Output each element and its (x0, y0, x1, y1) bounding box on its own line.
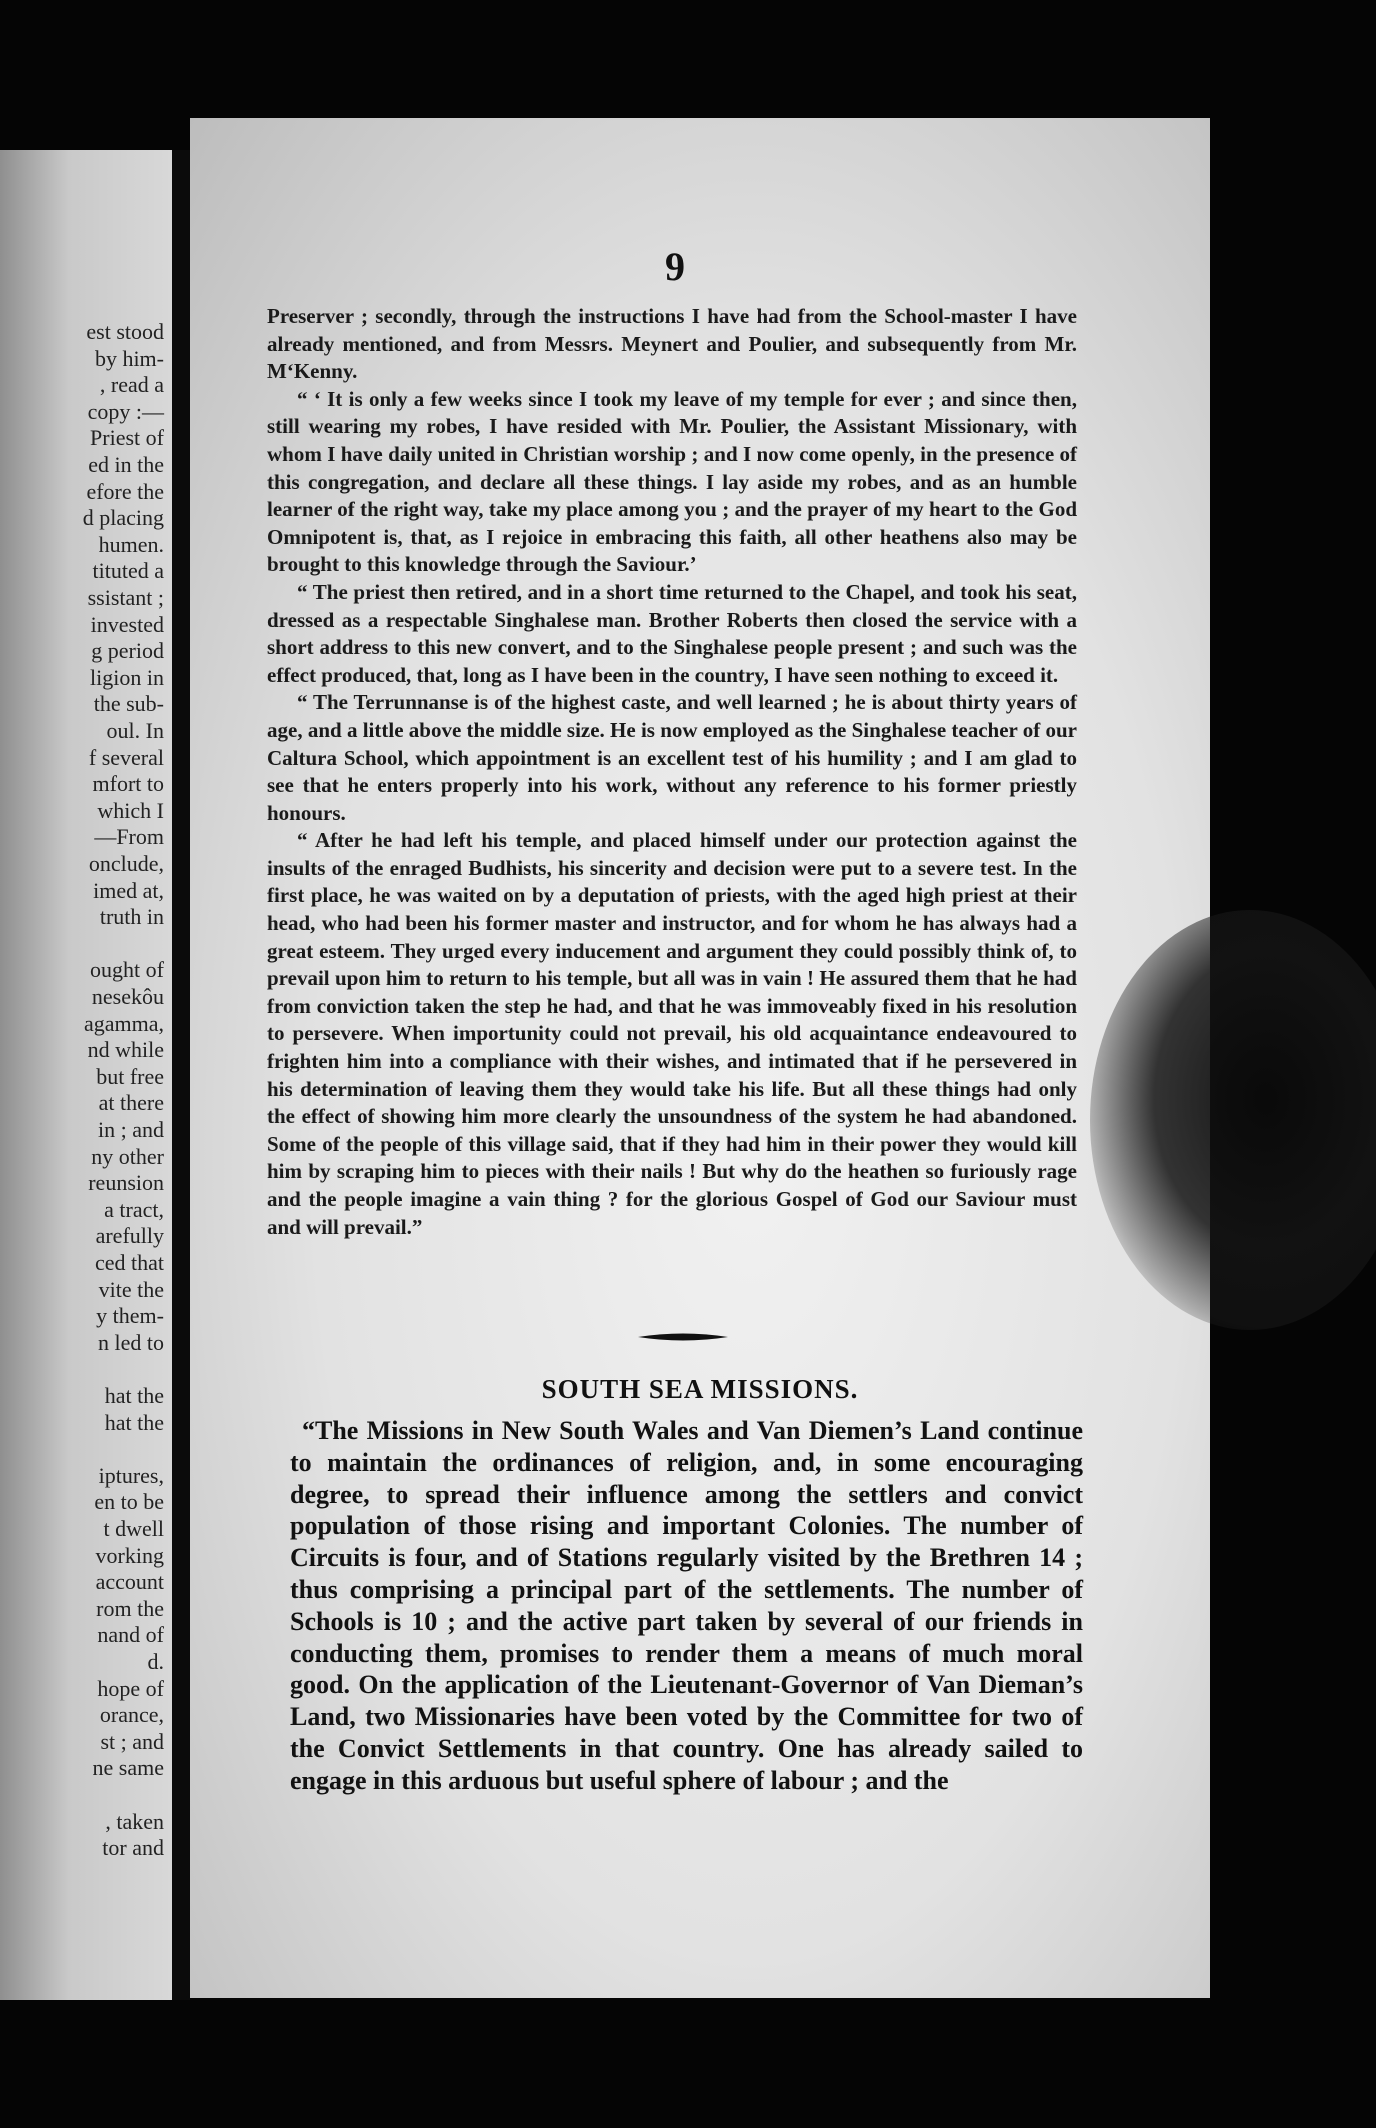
facing-page-line: orance, (99, 1702, 164, 1728)
facing-page-line: agamma, (83, 1010, 164, 1036)
book-gutter (172, 150, 190, 2000)
facing-page-line: onclude, (88, 851, 164, 876)
facing-page-line: ligion in (90, 664, 164, 690)
paragraph: “ After he had left his temple, and placed himself under our protection against the insults of the enraged Budhists, his sincerity and decision were put to a severe test. In the first place, he was waited on by a deputation of priests, with the aged high priest at their head, who had been his former master and instructor, and for whom he has always had a great esteem. They urged every inducement and argument they could possibly think of, to prevail upon him to return to his temple, but all was in vain ! He assured them that he had from conviction taken the step he had, and that he was immoveably fixed in his resolution to persevere. When importunity could not prevail, his old acquaintance endeavoured to frighten him into a compliance with their wishes, and intimated that if he persevered in his determination of leaving them they would take his life. But all these things had only the effect of showing him more clearly the unsoundness of the system he had abandoned. Some of the people of this village said, that if they had him in their power they would kill him by scraping him to pieces with their nails ! But why do the heathen so furiously rage and the people imagine a vain thing ? for the glorious Gospel of God our Saviour must and will prevail.” (267, 828, 1077, 1239)
facing-page-line: arefully (95, 1223, 164, 1249)
facing-page-line: ought of (90, 957, 164, 983)
facing-page-line: n led to (98, 1329, 164, 1355)
facing-page-line: the sub- (93, 691, 164, 717)
facing-page-line: humen. (98, 531, 164, 557)
section-heading: SOUTH SEA MISSIONS. (541, 1374, 859, 1404)
facing-page-line: st ; and (100, 1728, 164, 1754)
paragraph: “The Missions in New South Wales and Van Diemen’s Land continue to maintain the ordinances of religion, and, in some encouraging degree, to spread their influence among the settlers and convict population of those rising and important Colonies. The number of Circuits is four, and of Stations regularly visited by the Brethren 14 ; thus comprising a principal part of the settlements. The number of Schools is 10 ; and the active part taken by several of our friends in conducting them, promises to render them a means of much moral good. On the application of the Lieutenant-Governor of Van Dieman’s Land, two Missionaries have been voted by the Committee for two of the Convict Settlements in that country. One has already sailed to engage in this arduous but useful sphere of labour ; and the (290, 1416, 1083, 1795)
facing-page-line: in ; and (98, 1117, 164, 1142)
facing-page-line: ssistant ; (87, 585, 164, 610)
paragraph: “ ‘ It is only a few weeks since I took my leave of my temple for ever ; and since then, still wearing my robes, I have resided with Mr. Poulier, the Assistant Missionary, with whom I have daily united in Christian worship ; and I now come openly, in the presence of this congregation, and declare all these things. I lay aside my robes, and as an humble learner of the right way, take my place among you ; and the prayer of my heart to the God Omnipotent is, that, as I rejoice in embracing this faith, all other heathens also may be brought to this knowledge through the Saviour.’ (267, 386, 1077, 577)
facing-page-line: hat the (104, 1409, 164, 1435)
facing-page-line: rom the (96, 1595, 164, 1621)
facing-page-line: iptures, (98, 1462, 164, 1488)
paragraph: Preserver ; secondly, through the instructions I have had from the School-master I have already mentioned, and from Messrs. Meynert and Poulier, and subsequently from Mr. M‘Kenny. (267, 304, 1077, 384)
facing-page-line: nesekôu (91, 984, 164, 1009)
facing-page-line: by him- (94, 345, 164, 371)
page-number: 9 (665, 244, 685, 289)
facing-page (0, 150, 172, 2000)
facing-page-line: tor and (102, 1835, 164, 1861)
section-divider-ornament (638, 1332, 728, 1342)
facing-page-line: Priest of (90, 425, 164, 451)
page (190, 118, 1210, 1998)
facing-page-line: y them- (96, 1303, 164, 1329)
facing-page-line: f several (88, 744, 164, 770)
facing-page-line: mfort to (92, 771, 164, 797)
facing-page-line: est stood (86, 319, 164, 344)
facing-page-line: , taken (105, 1808, 164, 1834)
facing-page-line: hat the (104, 1383, 164, 1408)
facing-page-line: ne same (92, 1755, 164, 1781)
paragraph: “ The Terrunnanse is of the highest caste, and well learned ; he is about thirty years of age, and a little above the middle size. He is now employed as the Singhalese teacher of our Caltura School, which appointment is an excellent test of his humility ; and I am glad to see that he enters properly into his work, without any reference to his former priestly honours. (267, 690, 1077, 825)
section-body (290, 1415, 1083, 1797)
facing-page-line: en to be (94, 1489, 164, 1515)
facing-page-line: ed in the (88, 452, 164, 477)
facing-page-line: imed at, (93, 877, 164, 903)
facing-page-line: at there (98, 1090, 164, 1116)
facing-page-line: —From (94, 824, 164, 850)
facing-page-line: but free (96, 1063, 164, 1089)
facing-page-line: truth in (99, 904, 164, 930)
facing-page-line: a tract, (104, 1196, 164, 1222)
facing-page-line: t dwell (103, 1516, 164, 1541)
facing-page-line: , read a (99, 372, 164, 398)
facing-page-line: oul. In (106, 718, 164, 743)
facing-page-line: nand of (97, 1622, 164, 1648)
facing-page-line: vite the (98, 1276, 164, 1302)
facing-page-line: efore the (86, 478, 164, 504)
facing-page-line: invested (90, 611, 164, 637)
facing-page-line: reunsion (88, 1170, 164, 1196)
facing-page-line: d. (147, 1649, 164, 1674)
facing-page-line: ced that (94, 1250, 164, 1275)
narrative-block (267, 303, 1077, 1241)
paragraph: “ The priest then retired, and in a short time returned to the Chapel, and took his seat, dressed as a respectable Singhalese man. Brother Roberts then closed the service with a short address to this new convert, and to the Singhalese people present ; and such was the effect produced, that, long as I have been in the country, I have seen nothing to exceed it. (267, 579, 1077, 687)
facing-page-line: nd while (87, 1037, 164, 1063)
facing-page-line: which I (97, 797, 164, 823)
facing-page-line: hope of (97, 1675, 164, 1701)
facing-page-line: tituted a (92, 558, 164, 584)
facing-page-line: account (95, 1569, 164, 1595)
facing-page-line: g period (91, 638, 164, 664)
facing-page-line: vorking (95, 1542, 164, 1568)
facing-page-line: d placing (82, 505, 164, 531)
facing-page-line: ny other (91, 1143, 164, 1169)
facing-page-line: copy :— (87, 398, 164, 424)
